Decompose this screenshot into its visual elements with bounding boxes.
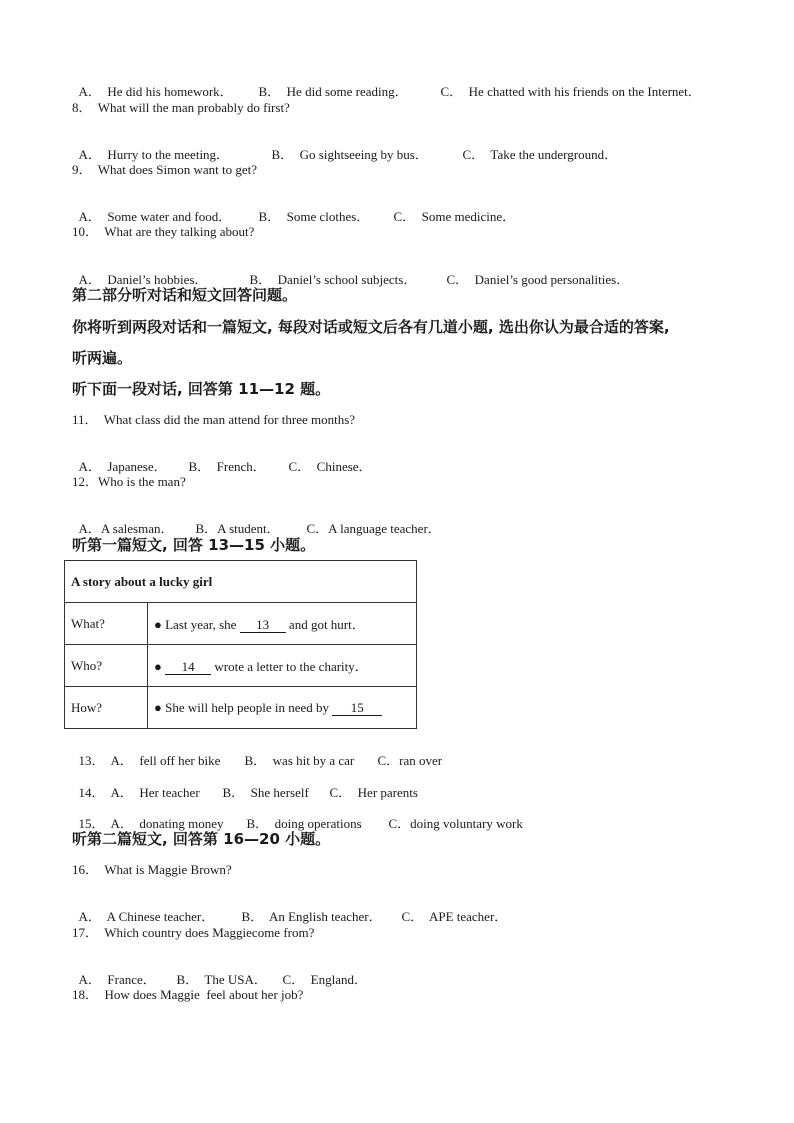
q7-option-a: A． He did his homework． [78,84,233,99]
table-row [65,645,417,687]
table-row [65,603,417,645]
q10-options [72,256,629,288]
q7-option-b: B． He did some reading． [258,84,408,99]
row-text-post: and got hurt． [285,617,365,632]
table-row [65,687,417,729]
q14-option-b: B． She herself [222,785,309,800]
blank-13: 13 [240,618,286,633]
q15-option-a: A． donating money [110,816,224,831]
q12-option-a: A．A salesman． [78,521,174,536]
q9-option-b: B． Some clothes． [258,209,370,224]
q11-options [72,443,372,475]
q12-option-b: B．A student． [195,521,280,536]
table-row-label: Who? [65,645,148,687]
q14-number: 14． [78,785,105,800]
table-row-label: How? [65,687,148,729]
passage2-heading: 听第二篇短文, 回答第 16—20 小题。 [72,830,331,848]
q17-option-a: A． France． [78,972,156,987]
q13-option-c: C．ran over [377,753,443,768]
q14-option-c: C． Her parents [329,785,418,800]
q10-option-a: A． Daniel’s hobbies． [78,272,208,287]
table-row-label: What? [65,603,148,645]
q15-number: 15． [78,816,105,831]
q11-option-b: B． French． [188,459,266,474]
q18-stem: 18． How does Maggie feel about her job? [72,987,304,1002]
q7-options [72,68,701,100]
part2-instructions-line2: 听两遍。 [72,349,133,367]
q10-stem: 10． What are they talking about? [72,224,255,239]
passage1-heading: 听第一篇短文, 回答 13—15 小题。 [72,536,316,554]
q12-stem: 12．Who is the man? [72,474,186,489]
q8-stem: 8． What will the man probably do first? [72,100,290,115]
q10-option-c: C． Daniel’s good personalities． [446,272,630,287]
q9-stem: 9． What does Simon want to get? [72,162,257,177]
q17-option-b: B． The USA． [176,972,267,987]
q16-option-b: B． An English teacher． [241,909,382,924]
q11-option-c: C． Chinese． [288,459,372,474]
row-text-pre: ● She will help people in need by [154,699,333,715]
table-row-content [148,645,417,687]
q9-options [72,193,515,225]
q13-options [72,737,442,769]
q11-stem: 11． What class did the man attend for three months? [72,412,356,427]
q13-number: 13． [78,753,105,768]
q17-option-c: C． England． [282,972,367,987]
q8-option-c: C． Take the underground． [462,147,618,162]
q17-options [72,956,367,988]
q9-option-c: C． Some medicine． [393,209,516,224]
q16-stem: 16． What is Maggie Brown? [72,862,232,877]
q13-option-a: A． fell off her bike [110,753,221,768]
q13-option-b: B． was hit by a car [244,753,355,768]
q11-option-a: A． Japanese． [78,459,167,474]
q9-option-a: A． Some water and food． [78,209,232,224]
blank-14: 14 [165,660,211,675]
q8-options [72,131,617,163]
q12-options [72,505,441,537]
q16-option-a: A． A Chinese teacher． [78,909,215,924]
table-row-content [148,687,417,729]
dialog-heading: 听下面一段对话, 回答第 11—12 题。 [72,380,331,398]
q15-option-b: B． doing operations [246,816,362,831]
q8-option-b: B． Go sightseeing by bus． [271,147,428,162]
table-row-content [148,603,417,645]
q12-option-c: C．A language teacher． [306,521,441,536]
q15-options [72,800,523,832]
q10-option-b: B． Daniel’s school subjects． [249,272,417,287]
story-table [64,560,417,729]
blank-15: 15 [332,701,382,716]
q8-option-a: A． Hurry to the meeting． [78,147,230,162]
q14-options [72,769,418,801]
q7-option-c: C． He chatted with his friends on the Internet． [440,84,701,99]
row-text-pre: ● Last year, she [154,617,240,632]
part2-instructions-line1: 你将听到两段对话和一篇短文, 每段对话或短文后各有几道小题, 选出你认为最合适的答案, [72,318,670,336]
q14-option-a: A． Her teacher [110,785,200,800]
table-title-row [65,561,417,603]
q16-option-c: C． APE teacher． [401,909,508,924]
table-title: A story about a lucky girl [65,561,417,603]
q16-options [72,893,507,925]
part2-title: 第二部分听对话和短文回答问题。 [72,286,298,304]
row-text-post: wrote a letter to the charity． [211,659,368,674]
q17-stem: 17． Which country does Maggiecome from? [72,925,315,940]
row-text-pre: ● [154,659,166,674]
q15-option-c: C．doing voluntary work [388,816,523,831]
